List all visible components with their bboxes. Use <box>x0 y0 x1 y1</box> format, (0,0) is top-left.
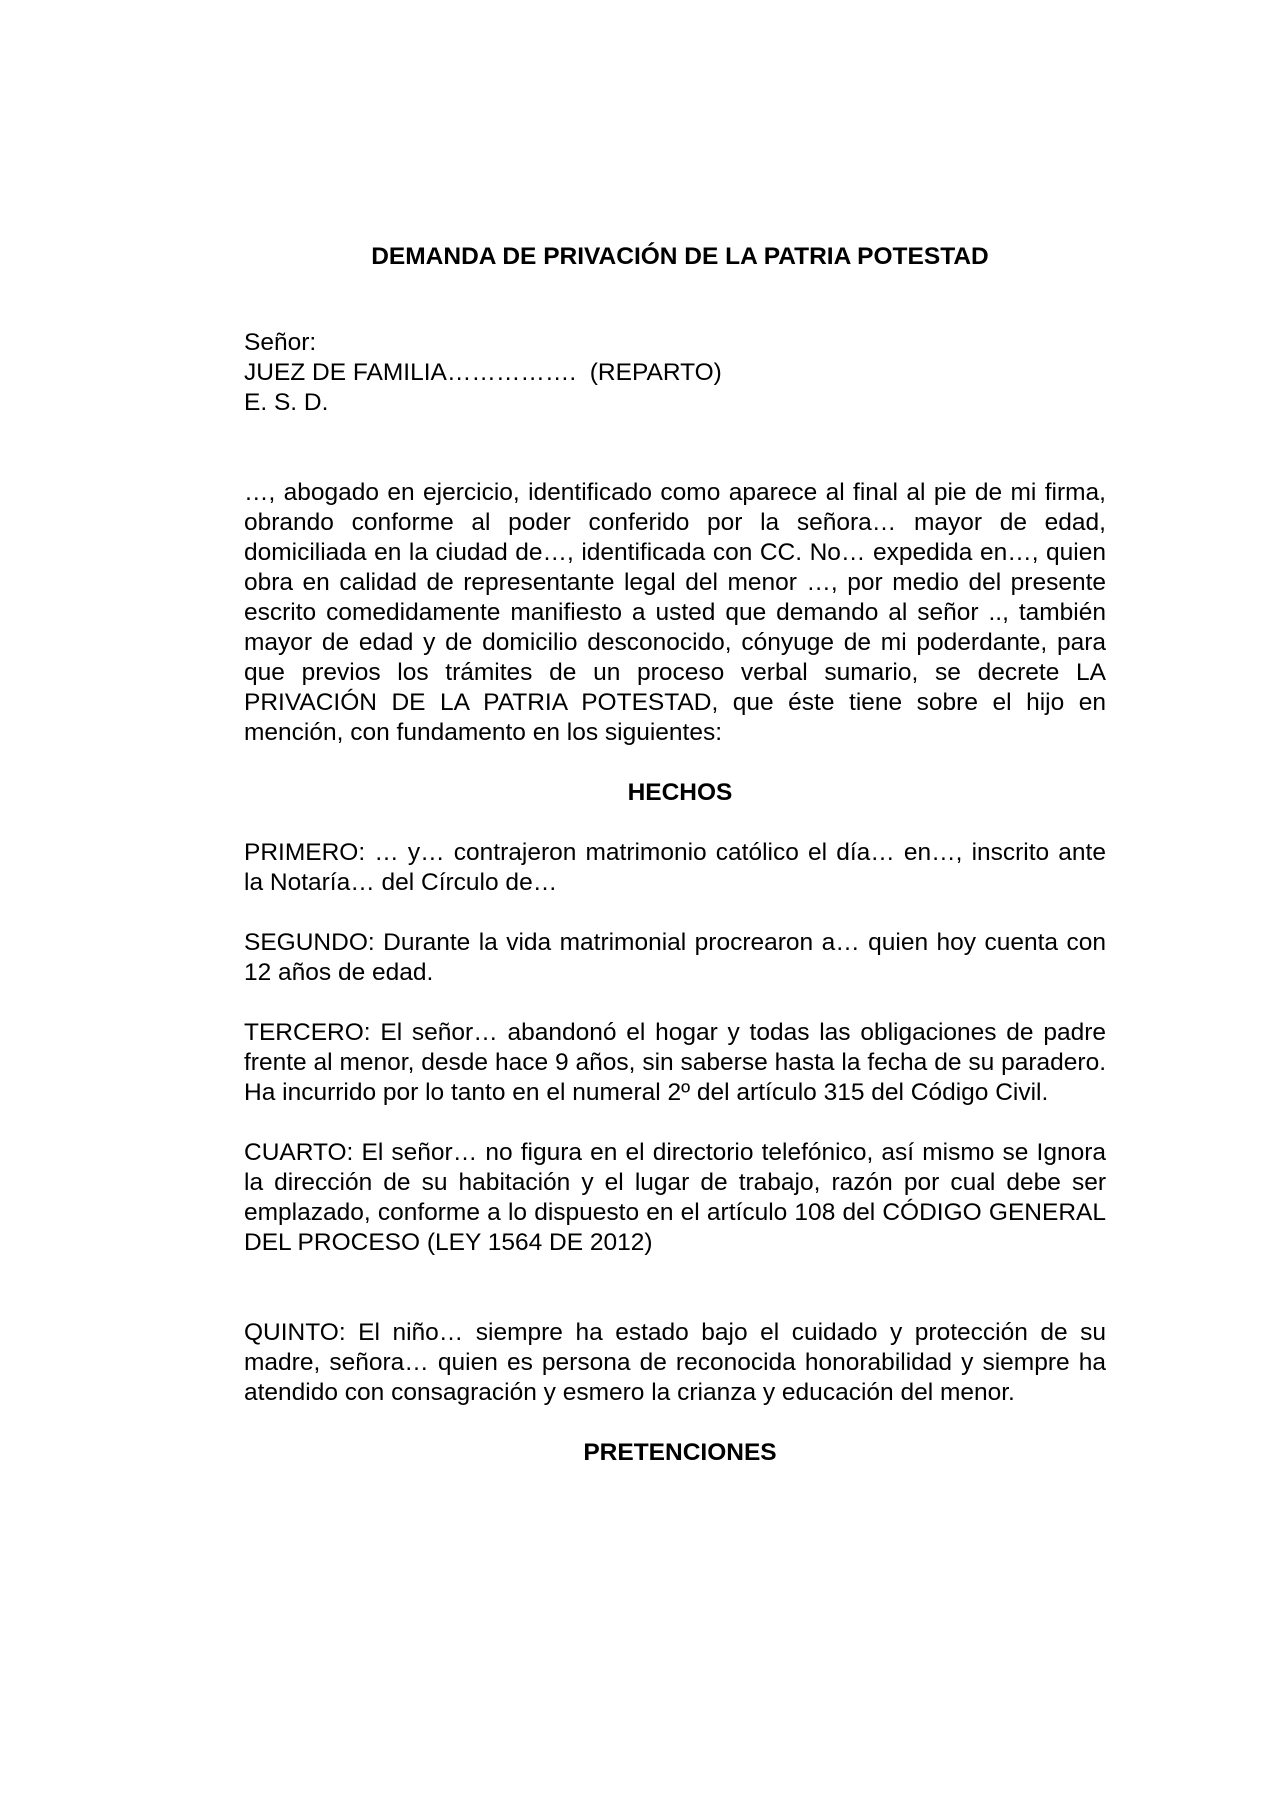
hecho-segundo: SEGUNDO: Durante la vida matrimonial procrearon a… quien hoy cuenta con 12 años de edad. <box>244 929 1106 986</box>
addressee-judge: JUEZ DE FAMILIA……………. (REPARTO) <box>244 359 722 386</box>
hecho-cuarto: CUARTO: El señor… no figura en el directorio telefónico, así mismo se Ignora la dirección de su habitación y el lugar de trabajo, razón por cual debe ser emplazado, conforme a lo dispuesto en el artículo 108 del CÓDIGO GENERAL DEL PROCESO (LEY 1564 DE 2012) <box>244 1139 1106 1256</box>
hecho-quinto: QUINTO: El niño… siempre ha estado bajo el cuidado y protección de su madre, señora… quien es persona de reconocida honorabilidad y siempre ha atendido con consagración y esmero la crianza y educación del menor. <box>244 1319 1106 1406</box>
hecho-tercero: TERCERO: El señor… abandonó el hogar y todas las obligaciones de padre frente al menor, desde hace 9 años, sin saberse hasta la fecha de su paradero. Ha incurrido por lo tanto en el numeral 2º del artículo 315 del Código Civil. <box>244 1019 1106 1106</box>
intro-paragraph: …, abogado en ejercicio, identificado como aparece al final al pie de mi firma, obrando conforme al poder conferido por la señora… mayor de edad, domiciliada en la ciudad de…, identificada con CC. No… expedida en…, quien obra en calidad de representante legal del menor …, por medio del presente escrito comedidamente manifiesto a usted que demando al señor .., también mayor de edad y de domicilio desconocido, cónyuge de mi poderdante, para que previos los trámites de un proceso verbal sumario, se decrete LA PRIVACIÓN DE LA PATRIA POTESTAD, que éste tiene sobre el hijo en mención, con fundamento en los siguientes: <box>244 479 1106 746</box>
addressee-block <box>244 328 1106 418</box>
addressee-salutation: Señor: <box>244 329 317 356</box>
addressee-esd: E. S. D. <box>244 389 329 416</box>
pretenciones-heading: PRETENCIONES <box>583 1439 777 1466</box>
document-body <box>244 242 1106 1498</box>
hecho-primero: PRIMERO: … y… contrajeron matrimonio católico el día… en…, inscrito ante la Notaría… del Círculo de… <box>244 839 1106 896</box>
hechos-heading: HECHOS <box>627 779 733 806</box>
document-title: DEMANDA DE PRIVACIÓN DE LA PATRIA POTESTAD <box>371 243 989 270</box>
